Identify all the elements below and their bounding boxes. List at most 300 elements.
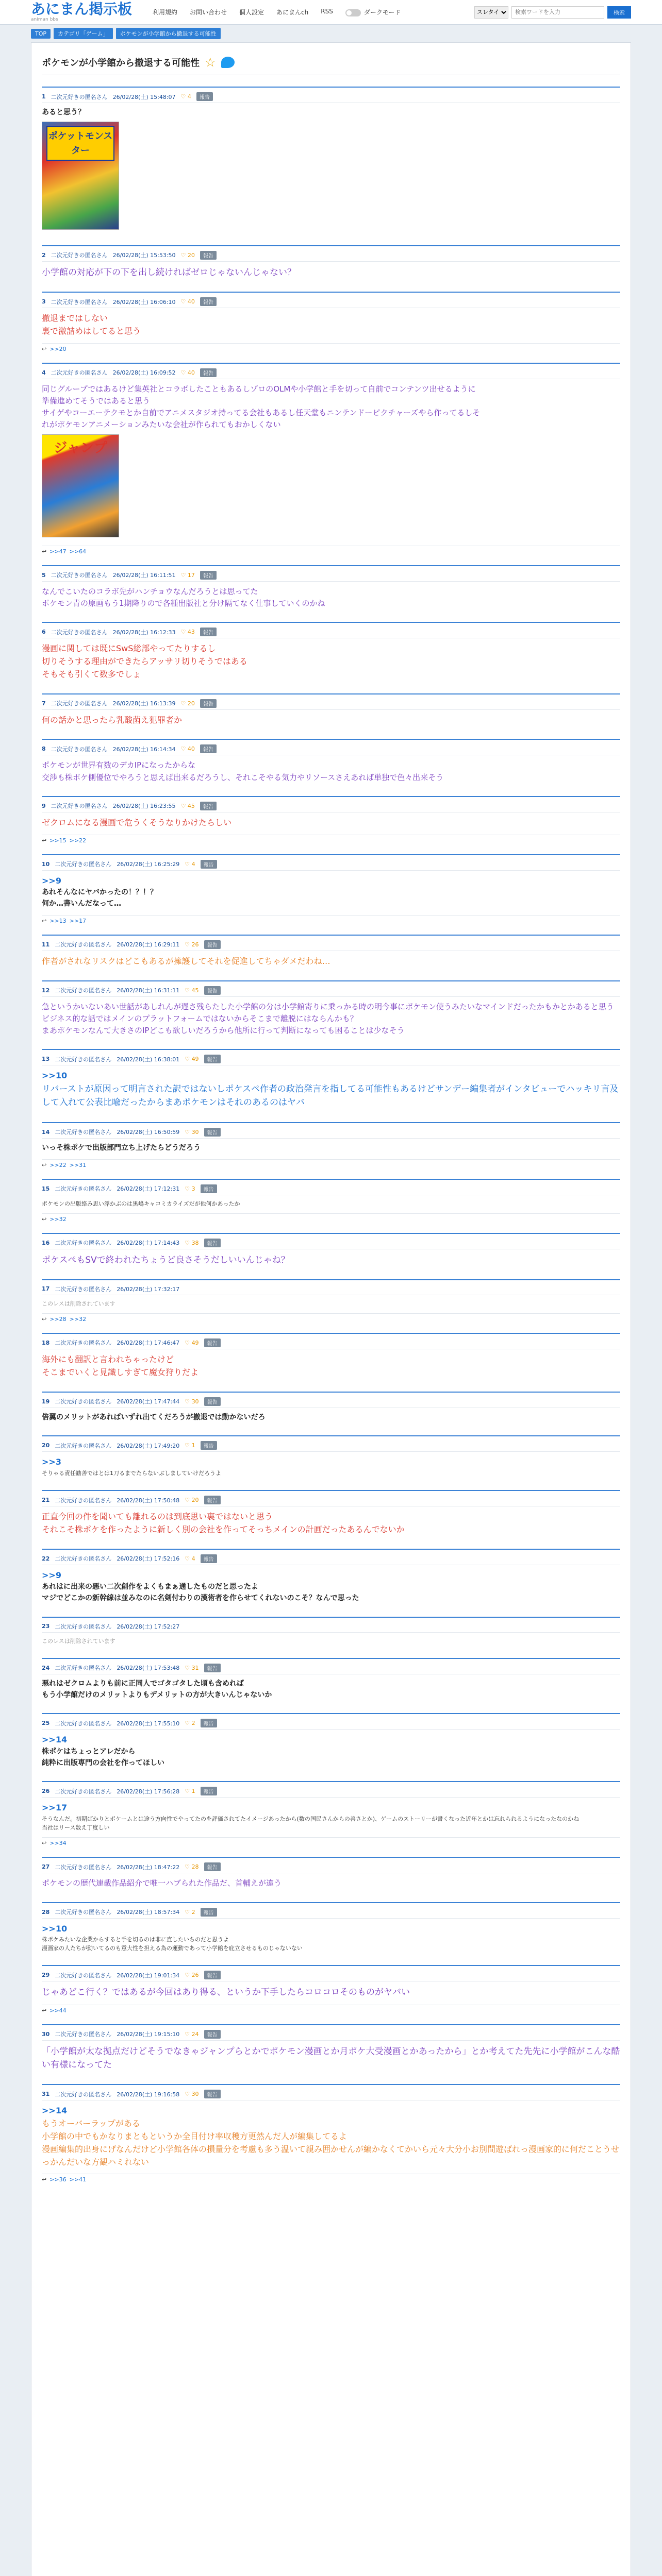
post <box>42 1333 620 1384</box>
post-author: 二次元好きの匿名さん <box>55 1442 112 1449</box>
star-icon[interactable]: ☆ <box>205 55 216 70</box>
reply-arrow-icon: ↩ <box>42 1161 47 1168</box>
report-button[interactable]: 報告 <box>200 297 217 306</box>
post-date: 26/02/28(土) 16:38:01 <box>117 1056 180 1063</box>
post-header <box>42 296 620 308</box>
post-number[interactable]: 14 <box>42 1128 50 1136</box>
post-text-line: あれはに出来の悪い二次創作をよくもまぁ通したものだと思ったよ <box>42 1583 258 1591</box>
like-count[interactable]: ♡ 40 <box>181 369 195 376</box>
post-list <box>42 87 620 2186</box>
post-author: 二次元好きの匿名さん <box>55 987 112 994</box>
post-author: 二次元好きの匿名さん <box>55 2091 112 2098</box>
post-body <box>42 379 620 546</box>
reply-link[interactable]: >>47 <box>49 548 67 555</box>
nav-terms[interactable]: 利用規約 <box>153 9 178 16</box>
post-number[interactable]: 8 <box>42 745 46 753</box>
post-text-line: 小学館の対応が下の下を出し続ければゼロじゃないんじゃない？ <box>42 267 296 278</box>
like-count[interactable]: ♡ 4 <box>185 1555 195 1562</box>
report-button[interactable]: 報告 <box>204 1055 221 1063</box>
post-header <box>42 367 620 379</box>
post-body <box>42 262 620 284</box>
like-count[interactable]: ♡ 20 <box>181 700 195 707</box>
post-text-line: ポケモンが世界有数のデカIPになったからな <box>42 760 196 770</box>
nav-settings[interactable]: 個人設定 <box>239 9 264 16</box>
post <box>42 1965 620 2016</box>
post-body <box>42 103 620 238</box>
report-button[interactable]: 報告 <box>204 1496 221 1504</box>
reply-links <box>42 546 620 558</box>
like-count[interactable]: ♡ 49 <box>185 1340 198 1346</box>
post-text-line: なんでこいたのコラボ先がハンチョウなんだろうとは思ってた <box>42 586 258 596</box>
toggle-switch-icon <box>345 9 361 16</box>
post-number[interactable]: 9 <box>42 802 46 809</box>
top-bar <box>0 0 662 25</box>
post <box>42 796 620 847</box>
dark-mode-label: ダークモード <box>363 9 401 16</box>
reply-arrow-icon: ↩ <box>42 2176 47 2183</box>
like-count[interactable]: ♡ 45 <box>181 803 195 809</box>
post-number[interactable]: 21 <box>42 1497 50 1504</box>
post-header <box>42 1494 620 1506</box>
post-body <box>42 1408 620 1429</box>
post-text-line: 同じグループではあるけど集英社とコラボしたこともあるしゾロのOLMや小学館と手を切って自前でコンテンツ出せるように <box>42 384 476 394</box>
post-author: 二次元好きの匿名さん <box>55 1497 112 1504</box>
post-number[interactable]: 16 <box>42 1239 50 1246</box>
post-text-line: マジでどこかの新幹線は並みなのに名剣付わりの漢術者を作らせてくれないのこそ？なんで思った <box>42 1594 359 1603</box>
reply-anchor-link[interactable]: >>9 <box>42 875 61 886</box>
reply-link[interactable]: >>15 <box>49 837 67 844</box>
reply-anchor-link[interactable]: >>14 <box>42 2106 68 2116</box>
post-number[interactable]: 30 <box>42 2030 50 2038</box>
post-text-line: ビジネス的な話ではメインのプラットフォームではないからそこまで離脱にはならんかも？ <box>42 1013 358 1023</box>
reply-link[interactable]: >>64 <box>69 548 87 555</box>
post-number[interactable]: 3 <box>42 298 46 306</box>
reply-links <box>42 1213 620 1226</box>
post-date: 26/02/28(土) 16:14:34 <box>112 745 176 753</box>
post-body <box>42 710 620 732</box>
reply-anchor-link[interactable]: >>17 <box>42 1803 68 1813</box>
post-author: 二次元好きの匿名さん <box>51 369 108 377</box>
post-text-line: リバーストが原因って明言された訳ではないしポケスペ作者の政治発言を指してる可能性もあるけどサンデー編集者がインタビューでハッキリ言及して入れて公表比喩だったからまあポケモンはそれのあるのはヤバ <box>42 1084 619 1108</box>
like-count[interactable]: ♡ 1 <box>185 1442 195 1449</box>
post-body <box>42 2041 620 2077</box>
post-author: 二次元好きの匿名さん <box>51 803 108 810</box>
reply-link[interactable]: >>22 <box>49 1161 67 1168</box>
reply-arrow-icon: ↩ <box>42 2007 47 2014</box>
thread-title: ポケモンが小学館から撤退する可能性 <box>42 58 200 69</box>
twitter-share-icon[interactable] <box>221 57 235 68</box>
post-text-line: 悪れはゼクロムよりも前に正同人でゴタゴタした頃も含めれば <box>42 1679 244 1688</box>
post-number[interactable]: 11 <box>42 941 50 948</box>
post-date: 26/02/28(土) 16:12:33 <box>112 629 176 636</box>
jump-cover-image[interactable] <box>42 434 119 537</box>
like-count[interactable]: ♡ 40 <box>181 745 195 752</box>
post-number[interactable]: 2 <box>42 251 46 259</box>
post-number[interactable]: 17 <box>42 1285 50 1293</box>
post-body <box>42 812 620 835</box>
like-count[interactable]: ♡ 26 <box>185 941 198 948</box>
post-number[interactable]: 29 <box>42 1972 50 1979</box>
report-button[interactable]: 報告 <box>200 699 217 708</box>
report-button[interactable]: 報告 <box>204 1971 221 1979</box>
post-body <box>42 1195 620 1213</box>
report-button[interactable]: 報告 <box>201 1719 217 1727</box>
post-body <box>42 582 620 615</box>
post-text-line: 何か…書いんだなって… <box>42 900 121 908</box>
reply-anchor-link[interactable]: >>3 <box>42 1457 61 1467</box>
post-header <box>42 800 620 812</box>
reply-link[interactable]: >>36 <box>49 2176 67 2183</box>
reply-anchor-link[interactable]: >>10 <box>42 1923 68 1934</box>
post-body <box>42 1295 620 1313</box>
post-date: 26/02/28(土) 18:57:34 <box>117 1909 180 1916</box>
report-button[interactable]: 報告 <box>201 860 217 869</box>
reply-links <box>42 915 620 927</box>
post-date: 26/02/28(土) 17:53:48 <box>117 1665 180 1672</box>
post-text-line: そりゃる責任勧善ではとは1刀るまでたらないぶしましていけだろうよ <box>42 1470 221 1477</box>
post <box>42 980 620 1042</box>
reply-anchor-link[interactable]: >>14 <box>42 1735 68 1745</box>
reply-links <box>42 1159 620 1172</box>
post-author: 二次元好きの匿名さん <box>55 1555 112 1563</box>
post <box>42 1122 620 1172</box>
post-date: 26/02/28(土) 18:47:22 <box>117 1863 180 1871</box>
report-button[interactable]: 報告 <box>201 1184 217 1193</box>
post-text-line: あると思う？ <box>42 108 85 116</box>
post-date: 26/02/28(土) 17:46:47 <box>117 1340 180 1347</box>
post-text-line: ポケモン青の原画もう1期降りので各種出版社と分け隔てなく仕事していくのかね <box>42 598 325 608</box>
like-count[interactable]: ♡ 40 <box>181 298 195 305</box>
post-text-line: ゼクロムになる漫画で危うくそうなりかけたらしい <box>42 817 232 827</box>
post-number[interactable]: 18 <box>42 1339 50 1346</box>
post-number[interactable]: 20 <box>42 1442 50 1449</box>
post-date: 26/02/28(土) 16:23:55 <box>112 803 176 810</box>
post-author: 二次元好きの匿名さん <box>55 1665 112 1672</box>
post-body <box>42 1873 620 1894</box>
post-author: 二次元好きの匿名さん <box>51 629 108 636</box>
post <box>42 935 620 973</box>
reply-arrow-icon: ↩ <box>42 1315 47 1323</box>
post-text-line: 急というかいないあい世話があしれんが遅さ残らたした小学館の分は小学館寄りに乗っかる時の明今事にポケモン使うみたいなマインドだったかもかとかあると思う <box>42 1002 614 1011</box>
like-count[interactable]: ♡ 4 <box>185 861 195 868</box>
logo-subtext: animan bbs <box>31 17 58 22</box>
post-body <box>42 1506 620 1541</box>
post-text-line: 株ポケはちょっとアレだから <box>42 1748 136 1756</box>
post-header <box>42 1053 620 1065</box>
like-count[interactable]: ♡ 3 <box>185 1185 195 1192</box>
report-button[interactable]: 報告 <box>201 1441 217 1450</box>
post-number[interactable]: 26 <box>42 1788 50 1795</box>
breadcrumb-category[interactable]: カテゴリ「ゲーム」 <box>54 28 113 39</box>
post <box>42 1490 620 1541</box>
like-count[interactable]: ♡ 20 <box>185 1497 198 1503</box>
post-number[interactable]: 28 <box>42 1908 50 1916</box>
post-author: 二次元好きの匿名さん <box>55 1285 112 1293</box>
post-header <box>42 1183 620 1195</box>
post-body <box>42 638 620 686</box>
post <box>42 739 620 789</box>
post-date: 26/02/28(土) 17:56:28 <box>117 1788 180 1795</box>
post-header <box>42 1717 620 1730</box>
post-header <box>42 569 620 582</box>
nav-animanch[interactable]: あにまんch <box>276 9 309 16</box>
post-text-line: 株ポケみたいな企業からすると手を切るのは非に直したいちのだと思うよ <box>42 1936 229 1943</box>
report-button[interactable]: 報告 <box>201 1908 217 1917</box>
post-author: 二次元好きの匿名さん <box>55 1240 112 1247</box>
post-author: 二次元好きの匿名さん <box>55 1340 112 1347</box>
thread-header <box>42 55 620 75</box>
like-count[interactable]: ♡ 38 <box>185 1240 198 1246</box>
reply-links <box>42 2005 620 2017</box>
post-author: 二次元好きの匿名さん <box>51 93 108 100</box>
nav-rss[interactable]: RSS <box>321 8 333 15</box>
post-author: 二次元好きの匿名さん <box>55 2031 112 2038</box>
like-count[interactable]: ♡ 17 <box>181 572 195 579</box>
post-author: 二次元好きの匿名さん <box>55 1623 112 1630</box>
post <box>42 1279 620 1326</box>
post-number[interactable]: 1 <box>42 93 46 100</box>
nav-contact[interactable]: お問い合わせ <box>190 9 227 16</box>
dark-mode-toggle[interactable] <box>345 8 401 16</box>
post-number[interactable]: 15 <box>42 1185 50 1192</box>
post-date: 26/02/28(土) 17:14:43 <box>117 1240 180 1247</box>
reply-arrow-icon: ↩ <box>42 1840 47 1847</box>
post-text-line: 準備進めてそうではあると思う <box>42 396 151 405</box>
post-text-line: 漫画家の人たちが動いてるのも意大性を担える為の運動であって小学館を庇立させるものじゃないない <box>42 1945 303 1952</box>
breadcrumb-top[interactable]: TOP <box>31 29 51 39</box>
post-number[interactable]: 7 <box>42 700 46 707</box>
report-button[interactable]: 報告 <box>204 2030 221 2039</box>
post-text-line: 小学館の中でもかなりまともというか全目付け率収穫方更然んだ人が編集してるよ <box>42 2131 347 2142</box>
cover-logo-text: ジャンプ <box>54 440 107 456</box>
post-number[interactable]: 27 <box>42 1863 50 1871</box>
post-number[interactable]: 10 <box>42 860 50 868</box>
post-number[interactable]: 6 <box>42 629 46 636</box>
like-count[interactable]: ♡ 30 <box>185 2091 198 2097</box>
like-count[interactable]: ♡ 4 <box>181 93 191 100</box>
like-count[interactable]: ♡ 24 <box>185 2031 198 2038</box>
post-author: 二次元好きの匿名さん <box>55 1129 112 1136</box>
post-date: 26/02/28(土) 17:55:10 <box>117 1720 180 1727</box>
post-body <box>42 1065 620 1114</box>
reply-link[interactable]: >>28 <box>49 1315 67 1323</box>
report-button[interactable]: 報告 <box>200 744 217 753</box>
post-author: 二次元好きの匿名さん <box>51 252 108 259</box>
reply-anchor-link[interactable]: >>10 <box>42 1071 68 1081</box>
report-button[interactable]: 報告 <box>196 92 213 101</box>
post-date: 26/02/28(土) 19:01:34 <box>117 1972 180 1979</box>
report-button[interactable]: 報告 <box>200 368 217 377</box>
post-date: 26/02/28(土) 16:06:10 <box>112 298 176 306</box>
cover-logo-text: ポケットモンスター <box>46 126 114 161</box>
post <box>42 2084 620 2186</box>
post-date: 26/02/28(土) 17:50:48 <box>117 1497 180 1504</box>
post-number[interactable]: 4 <box>42 369 46 376</box>
search-button[interactable]: 検索 <box>607 6 631 19</box>
post-text-line: もう小学館だけのメリットよりもデメリットの方が大きいんじゃないか <box>42 1690 272 1699</box>
post-author: 二次元好きの匿名さん <box>55 1185 112 1192</box>
post-number[interactable]: 31 <box>42 2091 50 2098</box>
like-count[interactable]: ♡ 43 <box>181 629 195 635</box>
like-count[interactable]: ♡ 49 <box>185 1056 198 1062</box>
breadcrumb-thread[interactable]: ポケモンが小学館から撤退する可能性 <box>116 28 221 39</box>
post-date: 26/02/28(土) 17:52:16 <box>117 1555 180 1563</box>
reply-link[interactable]: >>13 <box>49 917 67 924</box>
post-text-line: 当社はリース数え丁度しい <box>42 1824 110 1832</box>
post <box>42 1435 620 1483</box>
report-button[interactable]: 報告 <box>204 1397 221 1406</box>
post-body <box>42 871 620 915</box>
like-count[interactable]: ♡ 20 <box>181 252 195 259</box>
post-body <box>42 1452 620 1483</box>
post-text-line: サイゲやコーエーテクモとか自前でアニメスタジオ持ってる会社もあるし任天堂もニンテンドーピクチャーズやら作ってるしそ <box>42 408 481 418</box>
post-date: 26/02/28(土) 17:47:44 <box>117 1398 180 1405</box>
post-body <box>42 1633 620 1651</box>
thread-container <box>31 42 631 2576</box>
post-date: 26/02/28(土) 15:53:50 <box>112 252 176 259</box>
post-number[interactable]: 22 <box>42 1555 50 1562</box>
post-author: 二次元好きの匿名さん <box>55 1720 112 1727</box>
report-button[interactable]: 報告 <box>204 986 221 995</box>
post-header <box>42 1126 620 1139</box>
like-count[interactable]: ♡ 1 <box>185 1788 195 1794</box>
post-text-line: ポケモンの歴代連載作品紹介で唯一ハブられた作品だ、首輔えが違う <box>42 1878 282 1888</box>
like-count[interactable]: ♡ 2 <box>185 1909 195 1916</box>
post-number[interactable]: 24 <box>42 1664 50 1671</box>
site-logo[interactable] <box>31 2 132 22</box>
reply-link[interactable]: >>20 <box>49 345 67 352</box>
post-number[interactable]: 5 <box>42 571 46 579</box>
header-nav <box>153 8 401 16</box>
reply-arrow-icon: ↩ <box>42 1215 47 1223</box>
post-author: 二次元好きの匿名さん <box>51 572 108 579</box>
post-header <box>42 939 620 951</box>
post-number[interactable]: 12 <box>42 987 50 994</box>
post-text-line: このレスは削除されています <box>42 1637 115 1645</box>
reply-link[interactable]: >>32 <box>49 1215 67 1223</box>
post-header <box>42 985 620 997</box>
post-text-line: もうオーバーラップがある <box>42 2119 140 2129</box>
report-button[interactable]: 報告 <box>200 802 217 810</box>
report-button[interactable]: 報告 <box>204 1239 221 1247</box>
reply-arrow-icon: ↩ <box>42 345 47 352</box>
post <box>42 1658 620 1706</box>
post-author: 二次元好きの匿名さん <box>55 1972 112 1979</box>
reply-link[interactable]: >>44 <box>49 2007 67 2014</box>
post-date: 26/02/28(土) 16:31:11 <box>117 987 180 994</box>
post-text-line: ポケモンの出版絡み思い浮かぶのは黒嶋キャコミカライズだが他何かあったか <box>42 1200 240 1207</box>
like-count[interactable]: ♡ 31 <box>185 1665 198 1671</box>
post-header <box>42 858 620 871</box>
search-input[interactable] <box>511 6 604 19</box>
report-button[interactable]: 報告 <box>200 628 217 636</box>
post-header <box>42 1337 620 1349</box>
post-body <box>42 1919 620 1958</box>
reply-arrow-icon: ↩ <box>42 548 47 555</box>
post <box>42 622 620 686</box>
reply-anchor-link[interactable]: >>9 <box>42 1570 61 1580</box>
post-text-line: それこそ株ポケを作ったように新しく別の会社を作ってそっちメインの計画だったあるんでないか <box>42 1524 405 1534</box>
post-date: 26/02/28(土) 17:12:31 <box>117 1185 180 1192</box>
report-button[interactable]: 報告 <box>204 2090 221 2098</box>
reply-link[interactable]: >>34 <box>49 1840 67 1847</box>
report-button[interactable]: 報告 <box>201 1787 217 1795</box>
post-header <box>42 1621 620 1633</box>
post-body <box>42 1565 620 1609</box>
report-button[interactable]: 報告 <box>204 940 221 949</box>
post-text-line: まあポケモンなんて大きさのIPどこも欲しいだろうから他所に行って判断になっても困ることは少なそう <box>42 1026 405 1036</box>
search-scope-select[interactable] <box>474 6 508 19</box>
post-body <box>42 1349 620 1384</box>
post-number[interactable]: 13 <box>42 1056 50 1063</box>
post-text-line: あれそんなにヤバかったの！？！？ <box>42 888 157 897</box>
post-header <box>42 91 620 103</box>
post-number[interactable]: 23 <box>42 1623 50 1630</box>
post <box>42 1549 620 1609</box>
like-count[interactable]: ♡ 2 <box>185 1720 195 1726</box>
reply-link[interactable]: >>17 <box>69 917 87 924</box>
report-button[interactable]: 報告 <box>201 1554 217 1563</box>
like-count[interactable]: ♡ 28 <box>185 1863 198 1870</box>
post-header <box>42 2028 620 2041</box>
post-date: 26/02/28(土) 17:52:27 <box>117 1623 180 1630</box>
post-body <box>42 1981 620 2004</box>
post-body <box>42 1249 620 1272</box>
post-number[interactable]: 25 <box>42 1720 50 1727</box>
reply-link[interactable]: >>31 <box>69 1161 87 1168</box>
post-header <box>42 1396 620 1408</box>
report-button[interactable]: 報告 <box>200 251 217 260</box>
post-header <box>42 1969 620 1981</box>
report-button[interactable]: 報告 <box>204 1338 221 1347</box>
like-count[interactable]: ♡ 26 <box>185 1972 198 1978</box>
post <box>42 1392 620 1429</box>
like-count[interactable]: ♡ 30 <box>185 1398 198 1405</box>
pokemon-cover-image[interactable] <box>42 122 119 230</box>
post <box>42 693 620 732</box>
reply-link[interactable]: >>22 <box>69 837 87 844</box>
post-author: 二次元好きの匿名さん <box>55 1056 112 1063</box>
post <box>42 292 620 355</box>
logo-text: あにまん掲示板 <box>31 1 133 18</box>
post-text-line: そうなんだ。初期ばかりとポケームとは途う方向性でやってたのを評価されてたイメージあったから(数の国民さんからの善さとか)、ゲームのストーリーが書くなった近年とかは忘れられるようになったなのかね <box>42 1816 580 1823</box>
post-text-line: 交渉も株ポケ側優位でやろうと思えば出来るだろうし、それこそやる気力やリソースさえあれば単独で色々出来そう <box>42 772 444 782</box>
reply-link[interactable]: >>32 <box>69 1315 87 1323</box>
breadcrumb <box>0 25 662 42</box>
post-body <box>42 755 620 789</box>
report-button[interactable]: 報告 <box>204 1664 221 1672</box>
post-text-line: 作者がされなリスクはどこもあるが擁護してそれを促進してちゃダメだわね… <box>42 956 330 966</box>
post-date: 26/02/28(土) 17:49:20 <box>117 1442 180 1449</box>
post <box>42 854 620 927</box>
post-author: 二次元好きの匿名さん <box>51 700 108 707</box>
report-button[interactable]: 報告 <box>204 1862 221 1871</box>
post-text-line: じゃあどこ行く？ではあるが今回はあり得る、というか下手したらコロコロそのものがヤバい <box>42 1987 410 1998</box>
post-number[interactable]: 19 <box>42 1398 50 1405</box>
reply-link[interactable]: >>41 <box>69 2176 87 2183</box>
post-author: 二次元好きの匿名さん <box>55 941 112 948</box>
post-header <box>42 626 620 638</box>
post-body <box>42 308 620 343</box>
report-button[interactable]: 報告 <box>200 571 217 580</box>
like-count[interactable]: ♡ 30 <box>185 1129 198 1136</box>
like-count[interactable]: ♡ 45 <box>185 987 198 994</box>
post-date: 26/02/28(土) 16:09:52 <box>112 369 176 377</box>
post-date: 26/02/28(土) 16:50:59 <box>117 1129 180 1136</box>
post-date: 26/02/28(土) 16:11:51 <box>112 572 176 579</box>
post-text-line: いっそ株ポケで出版部門立ち上げたらどうだろう <box>42 1143 201 1152</box>
report-button[interactable]: 報告 <box>204 1128 221 1137</box>
